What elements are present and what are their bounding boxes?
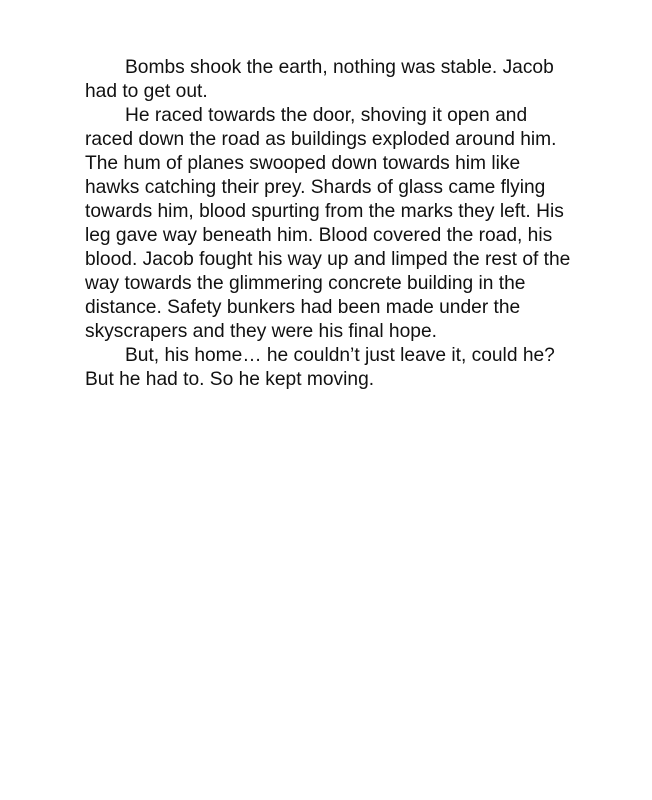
paragraph-3: But, his home… he couldn’t just leave it, could he? But he had to. So he kept moving.	[85, 345, 555, 390]
paragraph-1: Bombs shook the earth, nothing was stable. Jacob had to get out.	[85, 57, 554, 102]
paragraph-2: He raced towards the door, shoving it open and raced down the road as buildings exploded around him. The hum of planes swooped down towards him like hawks catching their prey. Shards of glass came flying towards him, blood spurting from the marks they left. His leg gave way beneath him. Blood covered the road, his blood. Jacob fought his way up and limped the rest of the way towards the glimmering concrete building in the distance. Safety bunkers had been made under the skyscrapers and they were his final hope.	[85, 105, 571, 342]
story-body	[85, 56, 575, 392]
